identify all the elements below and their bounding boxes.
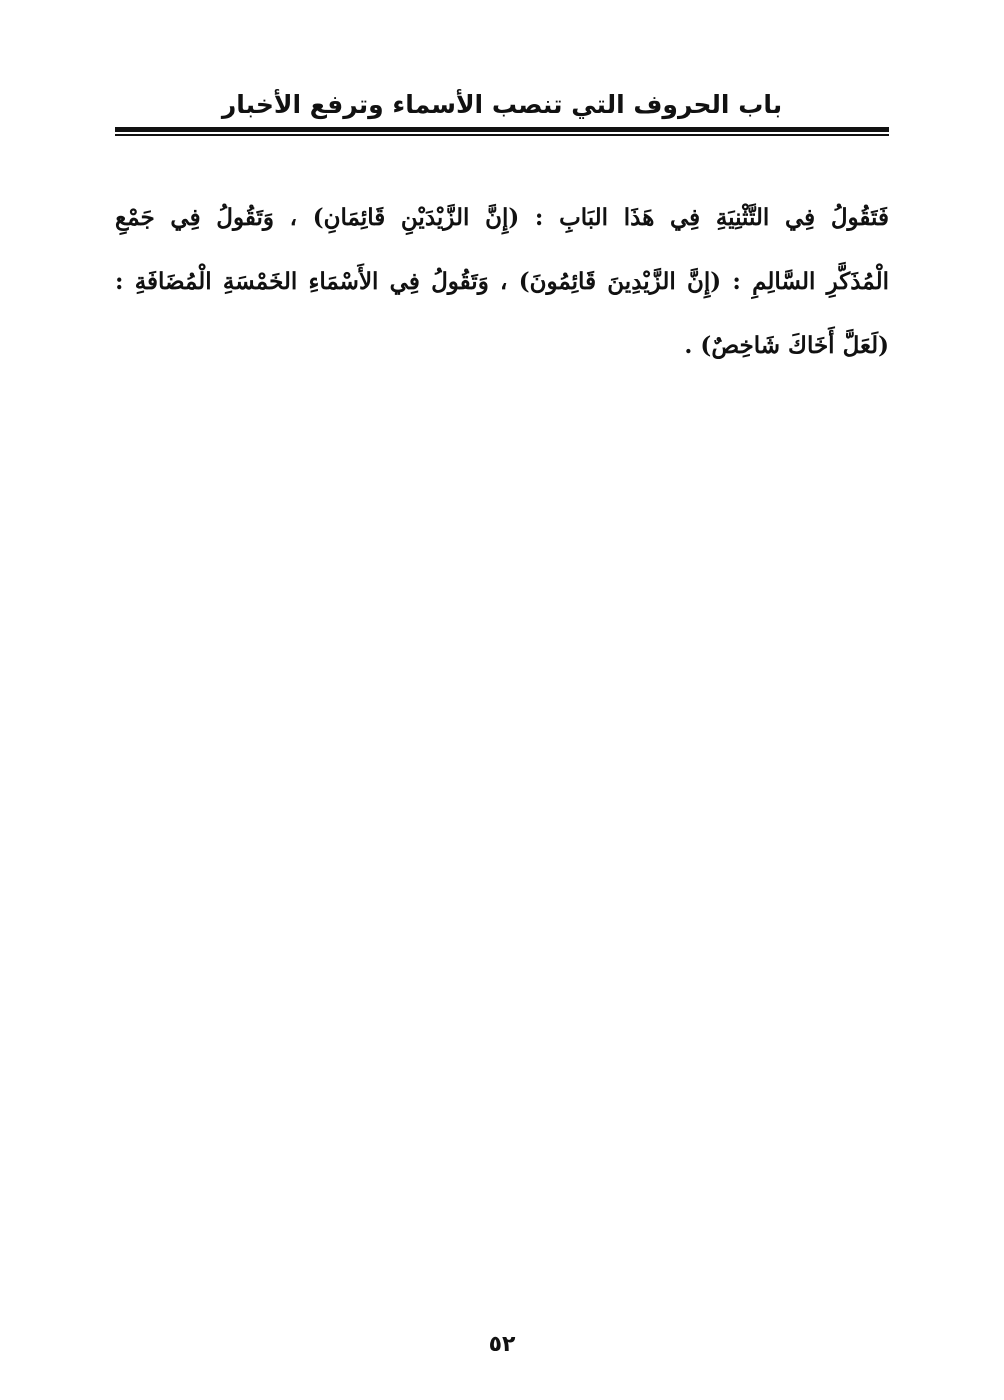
running-header-title: باب الحروف التي تنصب الأسماء وترفع الأخبار: [221, 90, 783, 119]
header-rule-thick: [115, 127, 889, 132]
header-rule-thin: [115, 134, 889, 136]
page-number: ٥٢: [488, 1332, 516, 1357]
body-line-2: الْمُذَكَّرِ السَّالِمِ : (إِنَّ الزَّيْدِينَ قَائِمُونَ) ، وَتَقُولُ فِي الأَسْمَاءِ الخَمْسَةِ الْمُضَافَةِ :: [115, 268, 889, 295]
body-line-3: (لَعَلَّ أَخَاكَ شَاخِصٌ) .: [684, 332, 889, 359]
body-paragraph: [115, 186, 889, 378]
body-line-1: فَتَقُولُ فِي التَّثْنِيَةِ فِي هَذَا البَابِ : (إِنَّ الزَّيْدَيْنِ قَائِمَانِ) ، وَتَقُولُ فِي جَمْعِ: [115, 204, 889, 231]
